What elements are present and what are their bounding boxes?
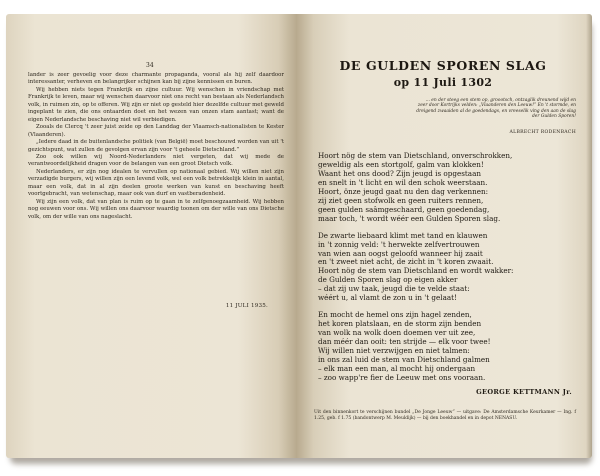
- stanza: [318, 152, 584, 224]
- poem-line: – dat zij uw taak, jeugd die te velde staat:: [318, 284, 470, 294]
- epigraph-author: ALBRECHT RODENBACH: [509, 130, 576, 135]
- stanza: [318, 311, 584, 383]
- poem-line: geen gulden saâmgeschaard, geen goedendag,: [318, 204, 490, 214]
- poem-body: [318, 152, 584, 391]
- poem-subtitle: op 11 Juli 1302: [393, 76, 493, 89]
- poem-line: het koren platslaan, en de storm zijn benden: [318, 319, 482, 329]
- footnote: Uit den binnenkort te verschijnen bundel „De Jonge Leeuw” — uitgave: De Amsterdamsche Keurkamer — Ing. f 1.25, geb. f 1.75 (bandontwerp M. Meuldijk) — bij den boekhandel en in depot NENASU.: [314, 410, 576, 421]
- poem-line: zij ziet geen stofwolk en geen ruiters rennen,: [318, 195, 484, 205]
- paragraph: „Iedere daad in de buitenlandsche politiek (van België) moet beschouwd worden van uit 't gezichtspunt, wat zullen de gevolgen ervan zijn voor 't geheele Dietschland.”: [28, 139, 284, 153]
- poem-line: wéért u, al vlamt de zon u in 't gelaat!: [318, 293, 457, 303]
- paragraph: Zooals de Clercq 't zeer juist zeide op den Landdag der Vlaamsch-nationalisten te Kester (Vlaanderen).: [28, 124, 284, 138]
- poem-line: en 't zweet niet acht, de zicht in 't koren zwaait.: [318, 257, 494, 267]
- poem-line: van wien aan oogst geloofd wanneer hij zaait: [318, 248, 483, 258]
- poem-line: Wij willen niet verzwijgen en niet talmen:: [318, 346, 470, 356]
- poem-line: dan méér dan ooit: ten strijde — elk voor twee!: [318, 337, 491, 347]
- poem-line: Hoort nög de stem van Dietschland en wordt wakker:: [318, 266, 514, 276]
- right-page: [296, 14, 592, 458]
- poem-line: De zwarte liebaard klimt met tand en klauwen: [318, 230, 488, 240]
- open-book: [6, 14, 594, 466]
- poem-line: – zoo wapp're fier de Leeuw met ons vooraan.: [318, 372, 486, 382]
- poem-line: – elk man een man, al mocht hij ondergaan: [318, 363, 476, 373]
- paragraph: Zoo ook willen wij Noord-Nederlanders niet vergeten, dat wij mede de verantwoordelijkheid dragen voor de belangen van een groot Dietsch volk.: [28, 153, 284, 168]
- poem-line: van wolk na wolk doen doemen ver uit zee,: [318, 328, 476, 338]
- poem-line: Hoort nög de stem van Dietschland, onverschrokken,: [318, 151, 513, 160]
- poem-line: en snelt in 't licht en wil den schok weerstaan.: [318, 177, 488, 187]
- poem-line: Waant het ons dood? Zijn jeugd is opgestaan: [318, 168, 481, 178]
- poem-line: in 't zonnig veld: 't herwekte zelfvertrouwen: [318, 239, 480, 249]
- epigraph: ... en der steeg een stem op, groootsch, ontzaglik dreunend wijd en zeer door Kortrijks velden: „Vlaanderen den Leeuw!” En 't stormde, en dreigend zwaaiden al de goedendags, en vreeselik ving den aan de slag der Gulden Sporen!: [416, 98, 576, 120]
- page-number: 34: [146, 62, 154, 69]
- poem-line: En mocht de hemel ons zijn hagel zenden,: [318, 310, 472, 320]
- left-page: [6, 14, 296, 458]
- poem-line: geweldig als een stortgolf, galm van klokken!: [318, 159, 484, 169]
- paragraph: Wij zijn een volk, dat van plan is ruim op te gaan in te zelfgenoegzaamheid. Wij hebben nog eeuwen voor ons. Wij willen ons daarvoor waardig toonen om der wille van ons Dietsche volk, om der wille van ons nageslacht.: [28, 198, 284, 220]
- poem-line: Hoort, önze jeugd gaat nu den dag verkennen:: [318, 186, 489, 196]
- paragraph: Wij hebben niets tegen Frankrijk en zijne cultuur. Wij wenschen in vriendschap met Frankrijk te leven, maar wij wenschen daarvoor niet ons recht van bestaan als Nederlandsch volk, in ruimen zin, op te offeren. Wij zijn er niet op gesteld hier dezelfde cultuur met geweld ingeplant te zien, die ons ontaarden doet en het wezen van onzen stam aantast; want de eigen Nederlandsche beschaving niet wil verbiedigen.: [28, 86, 284, 123]
- poem-author: GEORGE KETTMANN Jr.: [476, 388, 572, 396]
- left-page-body: [28, 72, 284, 221]
- essay-date: 11 JULI 1935.: [225, 303, 268, 309]
- poem-line: in ons zal luid de stem van Dietschland galmen: [318, 355, 490, 365]
- stanza: [318, 232, 584, 304]
- poem-line: maar toch, 't wordt wéér een Gulden Sporen slag.: [318, 213, 501, 223]
- poem-title: DE GULDEN SPOREN SLAG: [339, 58, 547, 73]
- paragraph: Nederlanders, er zijn nog idealen te vervullen op nationaal gebied. Wij willen niet zijn verzadigde burgers, wij willen zijn een levend volk, wel een volk betrekkelijk klein in aantal, maar een volk, dat in al zijn deelen groote werken van kunst en beschaving heeft voortgebracht, van wetenschap, maar ook van durf en vastberadenheid.: [28, 168, 284, 198]
- poem-line: de Gulden Sporen slag op eigen akker: [318, 275, 458, 285]
- paragraph: lander is zeer gevoelig voor deze charmante propaganda, vooral als hij zelf daardoor interessanter, verheven en belangrijker schijnen kan bij zijne kennissen en buren.: [28, 72, 284, 86]
